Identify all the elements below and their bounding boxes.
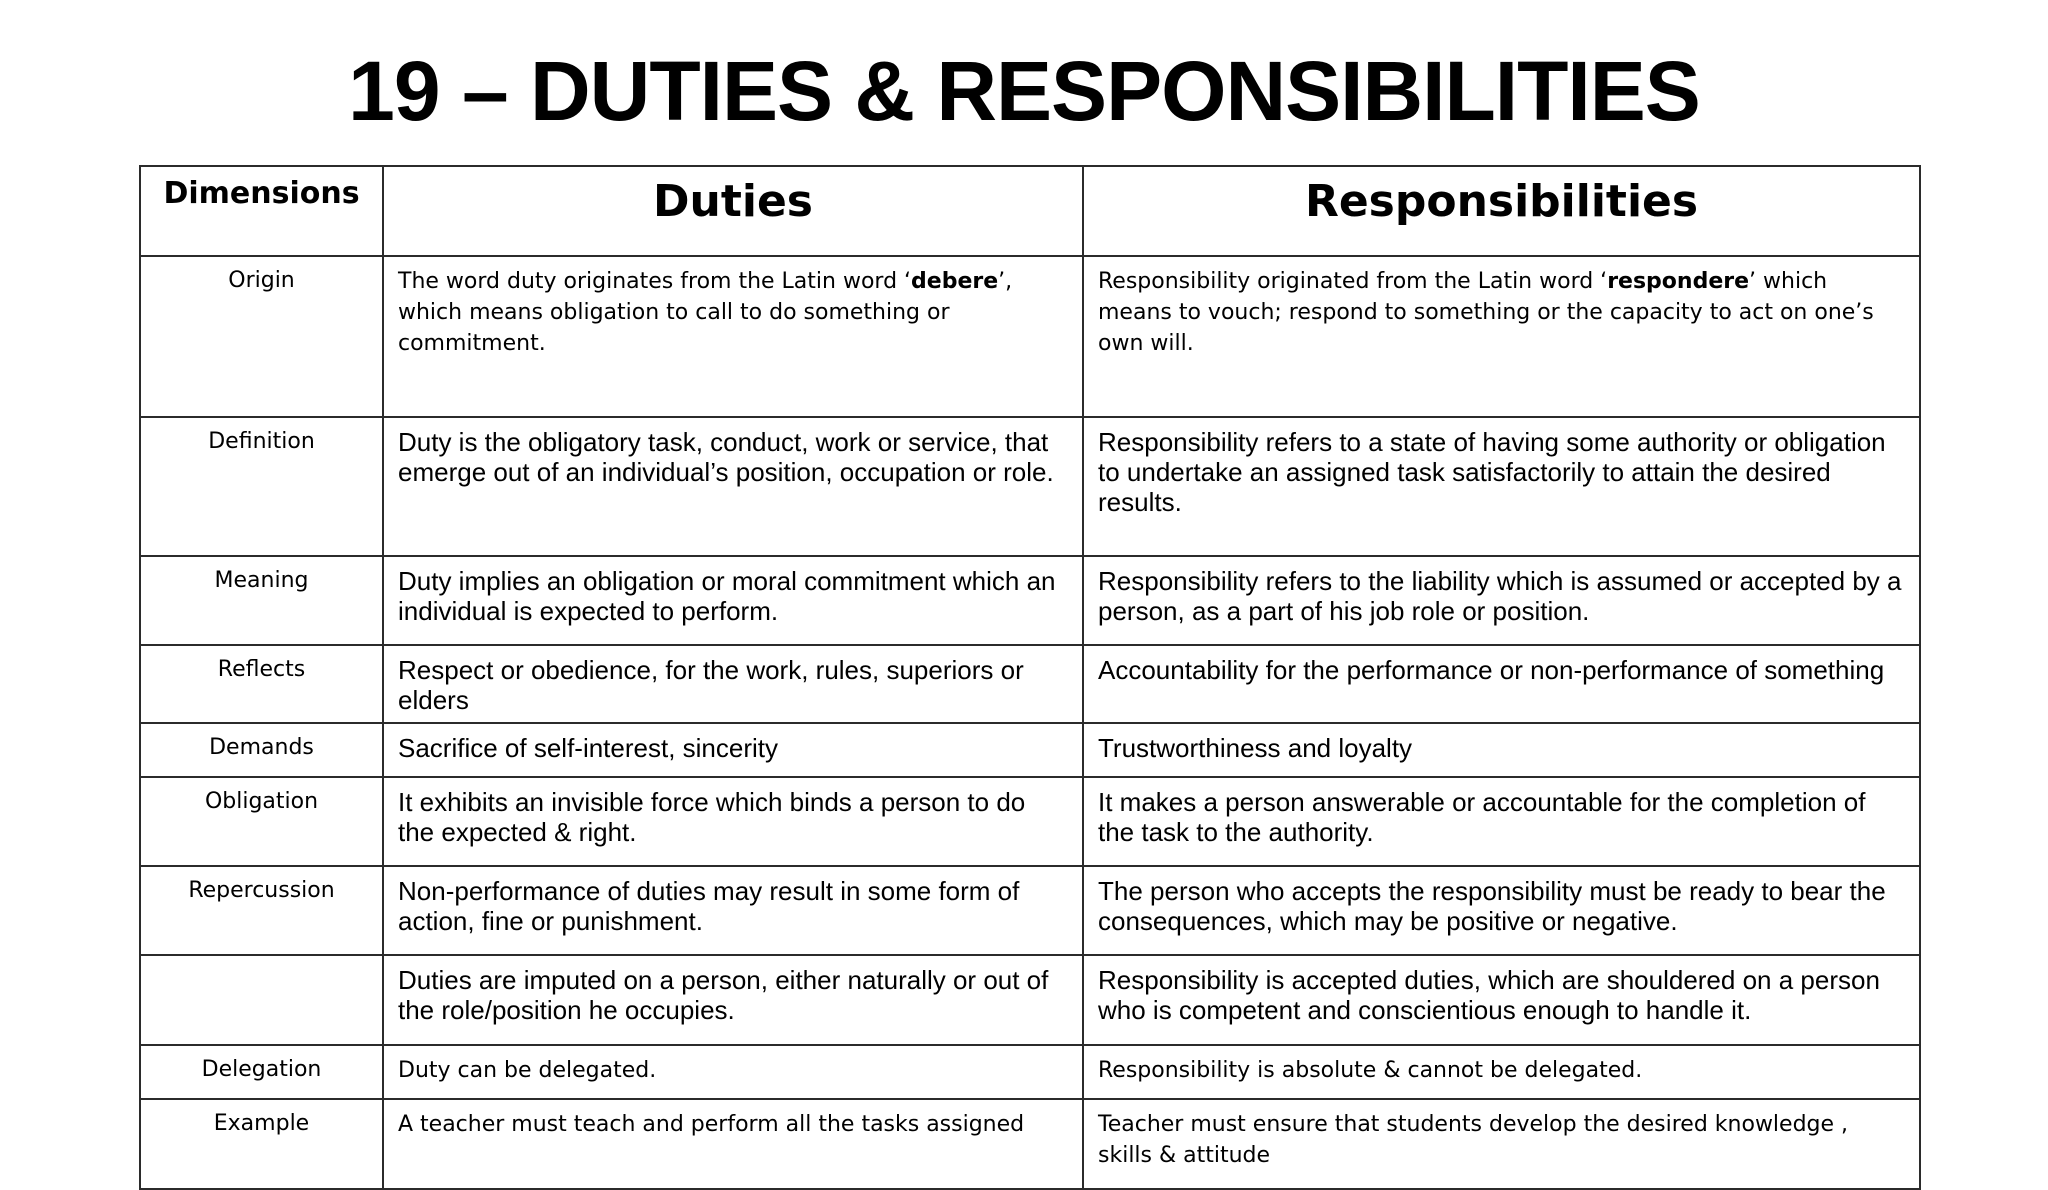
- duties-cell: Duty is the obligatory task, conduct, work or service, that emerge out of an individual’s position, occupation or role.: [383, 417, 1083, 556]
- responsibilities-cell: Responsibility refers to a state of having some authority or obligation to undertake an assigned task satisfactorily to attain the desired results.: [1083, 417, 1920, 556]
- duties-origin-text-end: ’, which means obligation to call to do something or commitment.: [398, 269, 1013, 356]
- duties-origin-text: The word duty originates from the Latin word ‘: [398, 269, 912, 294]
- table-header-row: [140, 166, 1920, 256]
- header-duties: Duties: [383, 166, 1083, 256]
- header-dimensions: Dimensions: [140, 166, 383, 256]
- dimension-cell: Demands: [140, 723, 383, 777]
- table-row-obligation: [140, 777, 1920, 866]
- dimension-cell: [140, 955, 383, 1045]
- duties-cell: Duties are imputed on a person, either naturally or out of the role/position he occupies.: [383, 955, 1083, 1045]
- responsibilities-cell: Teacher must ensure that students develop the desired knowledge , skills & attitude: [1083, 1099, 1920, 1189]
- duties-cell: Duty implies an obligation or moral commitment which an individual is expected to perform.: [383, 556, 1083, 645]
- responsibilities-cell: The person who accepts the responsibility must be ready to bear the consequences, which may be positive or negative.: [1083, 866, 1920, 955]
- duties-cell: Sacrifice of self-interest, sincerity: [383, 723, 1083, 777]
- header-responsibilities: Responsibilities: [1083, 166, 1920, 256]
- page-title: 19 – DUTIES & RESPONSIBILITIES: [348, 44, 1700, 138]
- responsibilities-cell: Accountability for the performance or non-performance of something: [1083, 645, 1920, 723]
- duties-origin-latin-word: debere: [911, 269, 999, 294]
- table-row-reflects: [140, 645, 1920, 723]
- responsibilities-cell: Responsibility is absolute & cannot be delegated.: [1083, 1045, 1920, 1099]
- dimension-cell: Meaning: [140, 556, 383, 645]
- dimension-cell: Example: [140, 1099, 383, 1189]
- table-row-origin: [140, 256, 1920, 417]
- dimension-cell: Definition: [140, 417, 383, 556]
- responsibilities-cell: Trustworthiness and loyalty: [1083, 723, 1920, 777]
- duties-cell: [383, 256, 1083, 417]
- dimension-cell: Reflects: [140, 645, 383, 723]
- comparison-table: [139, 165, 1921, 1190]
- table-row-repercussion: [140, 866, 1920, 955]
- table-row-unlabeled: [140, 955, 1920, 1045]
- table-row-meaning: [140, 556, 1920, 645]
- responsibilities-cell: It makes a person answerable or accountable for the completion of the task to the authority.: [1083, 777, 1920, 866]
- responsibilities-origin-text-end: ’ which means to vouch; respond to something or the capacity to act on one’s own will.: [1098, 269, 1874, 356]
- responsibilities-cell: Responsibility is accepted duties, which are shouldered on a person who is competent and conscientious enough to handle it.: [1083, 955, 1920, 1045]
- duties-cell: Respect or obedience, for the work, rules, superiors or elders: [383, 645, 1083, 723]
- table-row-demands: [140, 723, 1920, 777]
- duties-cell: Non-performance of duties may result in some form of action, fine or punishment.: [383, 866, 1083, 955]
- dimension-cell: Origin: [140, 256, 383, 417]
- responsibilities-origin-text: Responsibility originated from the Latin word ‘: [1098, 269, 1608, 294]
- dimension-cell: Repercussion: [140, 866, 383, 955]
- table-row-definition: [140, 417, 1920, 556]
- duties-cell: Duty can be delegated.: [383, 1045, 1083, 1099]
- table-row-delegation: [140, 1045, 1920, 1099]
- dimension-cell: Obligation: [140, 777, 383, 866]
- responsibilities-origin-latin-word: respondere: [1607, 269, 1750, 294]
- dimension-cell: Delegation: [140, 1045, 383, 1099]
- duties-cell: It exhibits an invisible force which binds a person to do the expected & right.: [383, 777, 1083, 866]
- duties-cell: A teacher must teach and perform all the tasks assigned: [383, 1099, 1083, 1189]
- responsibilities-cell: [1083, 256, 1920, 417]
- table-row-example: [140, 1099, 1920, 1189]
- responsibilities-cell: Responsibility refers to the liability which is assumed or accepted by a person, as a part of his job role or position.: [1083, 556, 1920, 645]
